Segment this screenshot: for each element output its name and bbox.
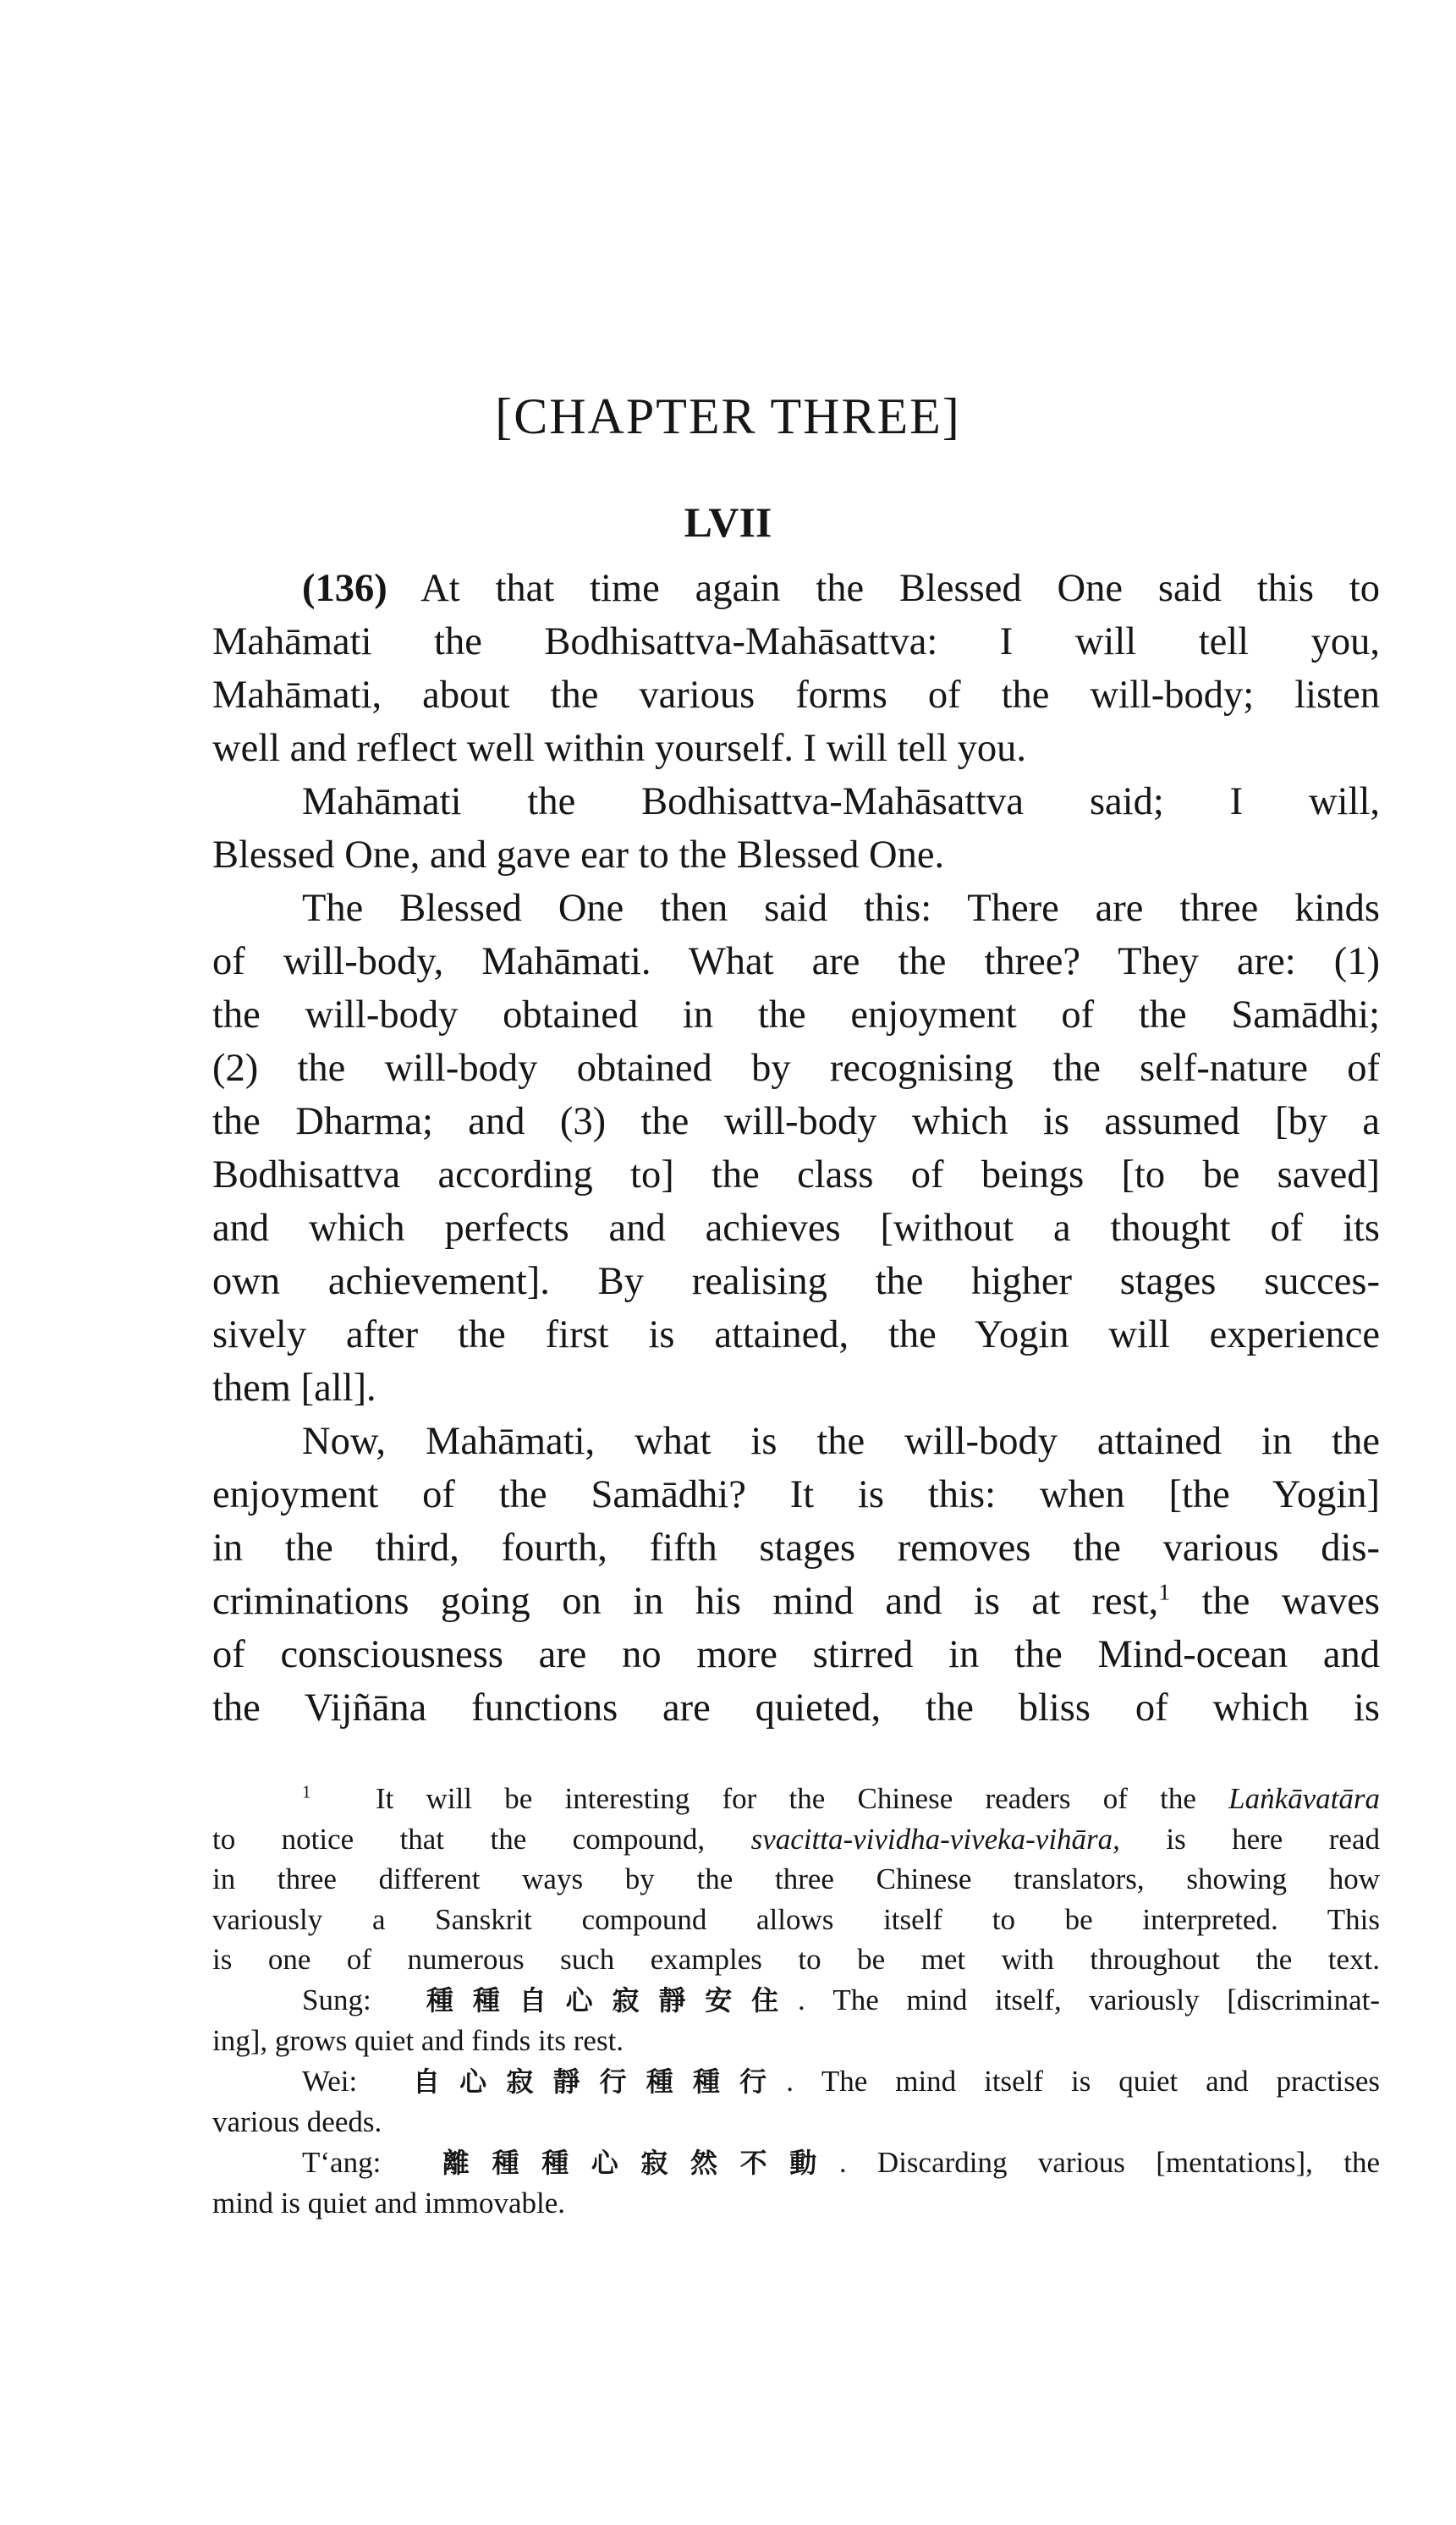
paragraph (212, 1415, 1380, 1735)
footnote-line: mind is quiet and immovable. (212, 2187, 566, 2220)
footnote-line (212, 1779, 1380, 1819)
footnote-line (212, 2143, 1380, 2184)
translator-name: Sung: (302, 1983, 371, 2016)
footnote-line: in three different ways by the three Chinese translators, showing how (212, 1862, 1380, 1895)
section-heading: LVII (684, 498, 772, 546)
line-text: . Discarding various [mentations], the (838, 2145, 1380, 2179)
line-text: criminations going on in his mind and is at rest, (212, 1580, 1159, 1623)
line-text: the waves (1170, 1580, 1380, 1623)
text-line: the will-body obtained in the enjoyment of the Samādhi; (212, 993, 1380, 1037)
chinese-text: 種種自心寂靜安住 (426, 1983, 798, 2016)
paragraph (212, 562, 1380, 775)
text-line: well and reflect well within yourself. I will tell you. (212, 727, 1027, 770)
footnote-line (212, 1980, 1380, 2022)
text-line: Mahāmati the Bodhisattva-Mahāsattva said; I will, (302, 780, 1380, 823)
text-line: the Vijñāna functions are quieted, the bliss of which is (212, 1686, 1380, 1730)
text-line: the Dharma; and (3) the will-body which is assumed [by a (212, 1100, 1380, 1143)
text-line: Mahāmati, about the various forms of the will-body; listen (212, 674, 1380, 717)
footnote-line (212, 1819, 1380, 1860)
paragraph (212, 775, 1380, 882)
text-line: in the third, fourth, fifth stages removes the various dis- (212, 1527, 1380, 1570)
footnotes (212, 1779, 1380, 2224)
text-line: Blessed One, and gave ear to the Blessed One. (212, 833, 945, 877)
footnote-line: variously a Sanskrit compound allows itself to be interpreted. This (212, 1902, 1380, 1936)
text-line: Bodhisattva according to] the class of beings [to be saved] (212, 1153, 1380, 1196)
main-text (212, 562, 1380, 1735)
text-line: of consciousness are no more stirred in the Mind-ocean and (212, 1633, 1380, 1676)
footnote-line (212, 2061, 1380, 2103)
footnote-line: is one of numerous such examples to be met with throughout the text. (212, 1943, 1380, 1976)
text-line: enjoyment of the Samādhi? It is this: when [the Yogin] (212, 1473, 1380, 1516)
text-line (212, 562, 1380, 615)
text-line: Mahāmati the Bodhisattva-Mahāsattva: I will tell you, (212, 620, 1380, 663)
text-line: The Blessed One then said this: There are three kinds (302, 887, 1380, 930)
footnote-line: ing], grows quiet and finds its rest. (212, 2024, 624, 2057)
line-text: . The mind itself is quiet and practises (786, 2064, 1380, 2098)
translator-name: T‘ang: (302, 2145, 382, 2179)
chinese-text: 自心寂靜行種種行 (413, 2065, 787, 2098)
line-text: At that time again the Blessed One said this to (420, 567, 1380, 610)
text-line (212, 1575, 1380, 1628)
text-line: (2) the will-body obtained by recognising the self-nature of (212, 1047, 1380, 1090)
paragraph (212, 882, 1380, 1415)
text-line: sively after the first is attained, the Yogin will experience (212, 1313, 1380, 1356)
line-text: to notice that the compound, (212, 1822, 751, 1856)
line-text: It will be interesting for the Chinese readers of the (375, 1782, 1229, 1815)
line-text: . The mind itself, variously [discriminat- (797, 1983, 1380, 2016)
text-line: of will-body, Mahāmati. What are the three? They are: (1) (212, 940, 1380, 983)
work-title: Laṅkāvatāra (1228, 1782, 1380, 1815)
text-line: them [all]. (212, 1367, 376, 1410)
translator-name: Wei: (302, 2064, 358, 2098)
chapter-heading: [CHAPTER THREE] (495, 388, 961, 444)
chinese-text: 離種種心寂然不動 (442, 2146, 839, 2179)
sanskrit-compound: svacitta-vividha-viveka-vihāra, (750, 1822, 1120, 1856)
text-line: own achievement]. By realising the higher stages succes- (212, 1260, 1380, 1303)
text-line: and which perfects and achieves [without a thought of its (212, 1207, 1380, 1250)
line-text: is here read (1119, 1822, 1380, 1856)
paragraph-number: (136) (302, 567, 387, 610)
footnote-marker: 1 (302, 1781, 311, 1802)
text-line: Now, Mahāmati, what is the will-body attained in the (302, 1420, 1380, 1463)
footnote-reference[interactable]: 1 (1158, 1579, 1171, 1606)
footnote-line: various deeds. (212, 2105, 382, 2138)
